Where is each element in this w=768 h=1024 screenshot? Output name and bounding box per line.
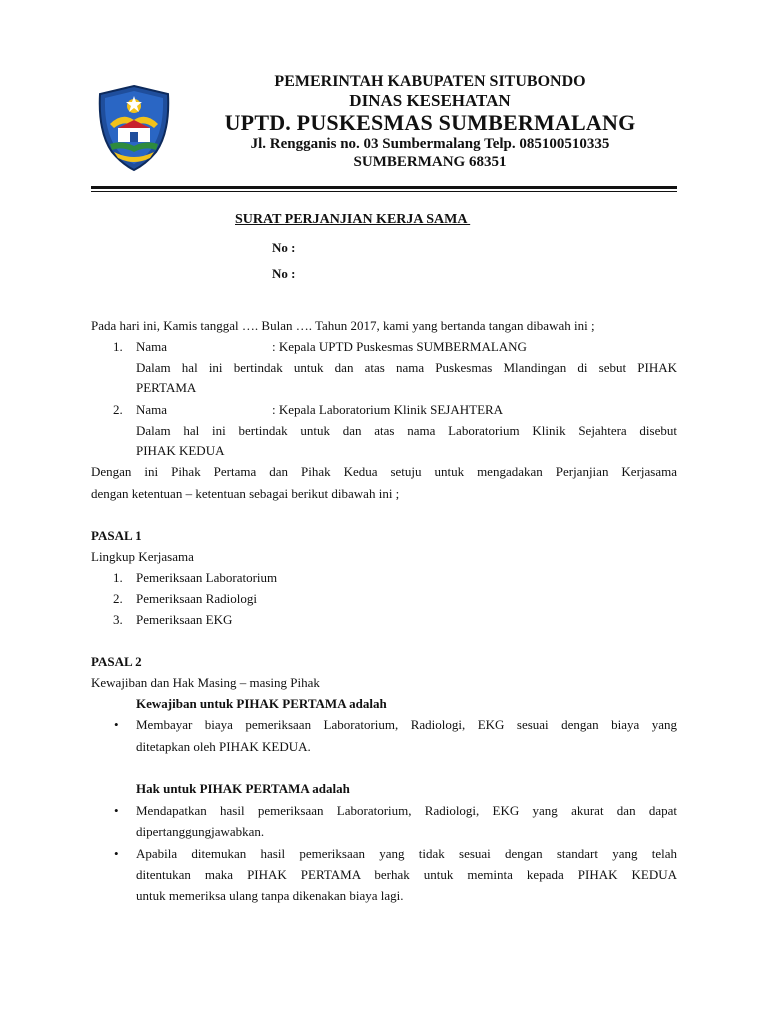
document-number-1: No : (272, 240, 296, 255)
party-1-role: PERTAMA (136, 380, 197, 395)
pasal-1-subtitle: Lingkup Kerjasama (91, 549, 194, 564)
list-item-number: 3. (113, 612, 123, 627)
party-1-number: 1. (113, 339, 123, 354)
list-item: Pemeriksaan Laboratorium (136, 570, 278, 585)
right-heading: Hak untuk PIHAK PERTAMA adalah (136, 781, 350, 796)
party-1-description: Dalam hal ini bertindak untuk dan atas nama Puskesmas Mlandingan di sebut PIHAK (136, 360, 677, 375)
right-item-2-end: untuk memeriksa ulang tanpa dikenakan biaya lagi. (136, 888, 404, 903)
obligation-item: Membayar biaya pemeriksaan Laboratorium, Radiologi, EKG sesuai dengan biaya yang (136, 717, 677, 732)
header-institution: UPTD. PUSKESMAS SUMBERMALANG (224, 110, 636, 135)
right-item-2: Apabila ditemukan hasil pemeriksaan yang tidak sesuai dengan standart yang telah (136, 846, 677, 861)
list-item: Pemeriksaan EKG (136, 612, 233, 627)
list-item-number: 2. (113, 591, 123, 606)
list-item: Pemeriksaan Radiologi (136, 591, 257, 606)
header-address: Jl. Rengganis no. 03 Sumbermalang Telp. 085100510335 (250, 136, 610, 152)
bullet-icon: • (114, 846, 119, 861)
pasal-2-heading: PASAL 2 (91, 654, 142, 669)
regency-emblem-icon (96, 84, 172, 172)
document-number-2: No : (272, 266, 296, 281)
header-divider-thick (91, 186, 677, 189)
bullet-icon: • (114, 717, 119, 732)
header-divider-thin (91, 191, 677, 192)
document-title: SURAT PERJANJIAN KERJA SAMA (235, 212, 471, 227)
party-2-value: : Kepala Laboratorium Klinik SEJAHTERA (272, 402, 504, 417)
party-1-label: Nama (136, 339, 168, 354)
pasal-2-subtitle: Kewajiban dan Hak Masing – masing Pihak (91, 675, 320, 690)
header-government: PEMERINTAH KABUPATEN SITUBONDO (274, 73, 586, 90)
party-2-description: Dalam hal ini bertindak untuk dan atas nama Laboratorium Klinik Sejahtera disebut (136, 423, 677, 438)
right-item-1: Mendapatkan hasil pemeriksaan Laboratorium, Radiologi, EKG yang akurat dan dapat (136, 803, 677, 818)
party-2-role: PIHAK KEDUA (136, 443, 225, 458)
obligation-heading: Kewajiban untuk PIHAK PERTAMA adalah (136, 696, 387, 711)
right-item-1-end: dipertanggungjawabkan. (136, 824, 265, 839)
pasal-1-heading: PASAL 1 (91, 528, 142, 543)
header-postal: SUMBERMANG 68351 (353, 154, 507, 170)
bullet-icon: • (114, 803, 119, 818)
agreement-paragraph-end: dengan ketentuan – ketentuan sebagai berikut dibawah ini ; (91, 486, 400, 501)
right-item-2-cont: ditentukan maka PIHAK PERTAMA berhak untuk meminta kepada PIHAK KEDUA (136, 867, 677, 882)
party-1-value: : Kepala UPTD Puskesmas SUMBERMALANG (272, 339, 527, 354)
party-2-label: Nama (136, 402, 168, 417)
header-department: DINAS KESEHATAN (349, 91, 511, 110)
list-item-number: 1. (113, 570, 123, 585)
agreement-paragraph: Dengan ini Pihak Pertama dan Pihak Kedua setuju untuk mengadakan Perjanjian Kerjasama (91, 464, 677, 479)
intro-paragraph: Pada hari ini, Kamis tanggal …. Bulan …. Tahun 2017, kami yang bertanda tangan dibawah ini ; (91, 318, 595, 333)
obligation-item-end: ditetapkan oleh PIHAK KEDUA. (136, 739, 311, 754)
party-2-number: 2. (113, 402, 123, 417)
